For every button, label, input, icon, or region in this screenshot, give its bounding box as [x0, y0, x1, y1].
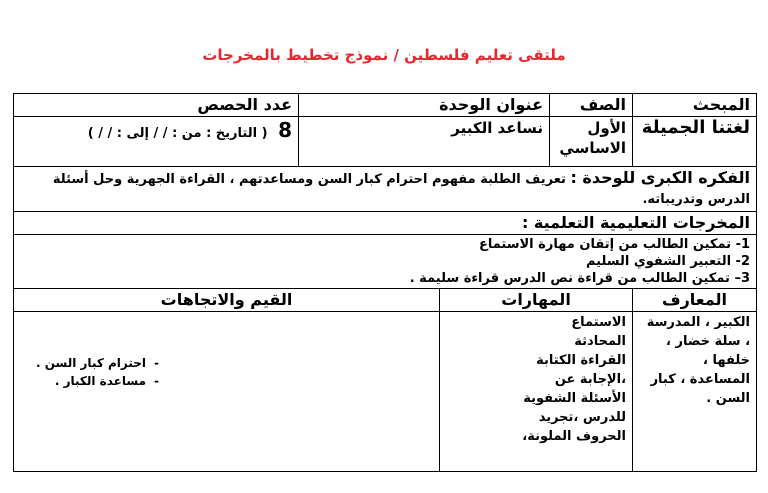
- skill-item: الحروف الملونة،: [522, 429, 627, 444]
- grade-label: الصف: [550, 94, 633, 117]
- values-label: القيم والاتجاهات: [14, 289, 440, 312]
- columns-header-row: [14, 289, 757, 312]
- skill-item: المحادثة: [574, 334, 627, 349]
- skill-item: القراءة الكتابة: [536, 353, 627, 368]
- outcome-item: 3– تمكين الطالب من قراءة نص الدرس قراءة سليمة .: [409, 271, 751, 286]
- info-header-row: [14, 94, 757, 117]
- skill-item: الاستماع: [571, 315, 627, 330]
- value-item: - احترام كبار السن .: [20, 354, 159, 372]
- skill-item: الأسئلة الشفوية: [523, 391, 627, 406]
- value-item: - مساعدة الكبار .: [20, 372, 159, 390]
- skill-item: للدرس ،تجريد: [538, 410, 627, 425]
- lessons-count: 8: [278, 118, 292, 142]
- columns-content-row: [14, 312, 757, 472]
- outcomes-list: [14, 235, 757, 289]
- skills-label: المهارات: [440, 289, 633, 312]
- unit-label: عنوان الوحدة: [299, 94, 550, 117]
- info-value-row: [14, 117, 757, 167]
- knowledge-cell: [633, 312, 757, 472]
- values-cell: [14, 312, 440, 472]
- skill-item: ،الإجابة عن: [554, 372, 627, 387]
- lessons-and-date-cell: [14, 117, 299, 167]
- knowledge-label: المعارف: [633, 289, 757, 312]
- big-idea-label: الفكره الكبرى للوحدة :: [570, 168, 751, 187]
- outcomes-heading-row: [14, 212, 757, 235]
- date-range: ( التاريخ : من : / / إلى : / / ): [87, 126, 268, 141]
- big-idea-row: [14, 167, 757, 212]
- planning-table: [13, 93, 757, 472]
- subject-label: المبحث: [633, 94, 757, 117]
- knowledge-text: الكبير ، المدرسة ، سلة خضار ، خلفها ، المساعدة ، كبار السن .: [646, 315, 751, 406]
- skills-cell: [440, 312, 633, 472]
- outcome-item: 2- التعبير الشفوي السليم: [585, 254, 751, 269]
- outcomes-heading: المخرجات التعليمية التعلمية :: [14, 212, 757, 235]
- subject-value: لغتنا الجميلة: [633, 117, 757, 167]
- page-title: ملتقى تعليم فلسطين / نموذج تخطيط بالمخرجات: [202, 46, 566, 64]
- outcome-item: 1- تمكين الطالب من إتقان مهارة الاستماع: [478, 237, 751, 252]
- grade-value-line2: الاساسي: [559, 139, 627, 157]
- outcomes-list-row: [14, 235, 757, 289]
- big-idea-text: تعريف الطلبة مفهوم احترام كبار السن ومساعدتهم ، القراءة الجهرية وحل أسئلة الدرس وتدريباته.: [52, 172, 751, 207]
- grade-value: [550, 117, 633, 167]
- lessons-label: عدد الحصص: [14, 94, 299, 117]
- unit-value: نساعد الكبير: [299, 117, 550, 167]
- grade-value-line1: الأول: [587, 119, 627, 137]
- big-idea-cell: [14, 167, 757, 212]
